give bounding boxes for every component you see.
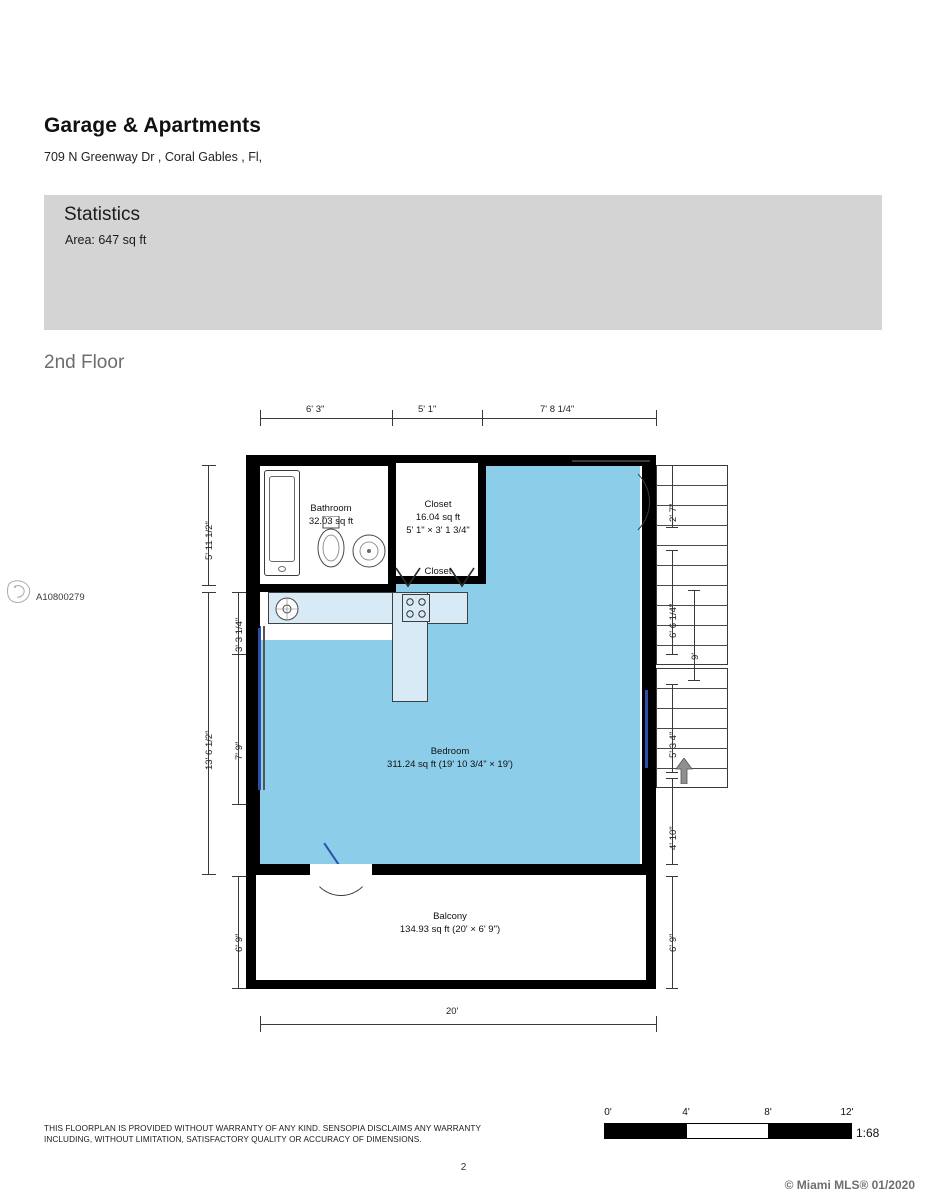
dim-tick (392, 410, 393, 426)
dim-tick (232, 654, 246, 655)
scale-tick-0: 0' (604, 1107, 612, 1118)
page-title: Garage & Apartments (44, 114, 262, 137)
wall-bathroom-bottom (246, 584, 396, 592)
dim-right-6-6: 6' 6 1/4" (668, 603, 679, 638)
window-right-jamb-top (642, 682, 656, 690)
dim-top-1: 6' 3" (306, 404, 325, 415)
dim-tick (666, 988, 678, 989)
floor-label: 2nd Floor (44, 352, 125, 373)
stair-step (656, 525, 728, 526)
window-right-jamb-bottom (642, 768, 656, 776)
stair-step (656, 605, 728, 606)
bathtub-drain (278, 566, 286, 572)
room-label-closet-second: Closet (424, 566, 452, 577)
stair-step (656, 565, 728, 566)
property-address: 709 N Greenway Dr , Coral Gables , Fl, (44, 150, 263, 164)
dim-line-right-c (694, 590, 695, 680)
balcony-bottom-rail (246, 980, 656, 989)
cooktop-appliance (402, 594, 430, 622)
stair-step (656, 625, 728, 626)
stair-step (656, 585, 728, 586)
stair-step (656, 645, 728, 646)
dim-tick (260, 410, 261, 426)
mls-id-watermark: A10800279 (36, 592, 85, 603)
room-label-balcony: Balcony 134.93 sq ft (20' × 6' 9") (399, 911, 501, 935)
scale-segment (768, 1123, 852, 1139)
scale-bar (604, 1107, 854, 1137)
dim-tick (666, 654, 678, 655)
dim-tick (482, 410, 483, 426)
statistics-area: Area: 647 sq ft (65, 233, 147, 247)
wall-bedroom-bottom (246, 864, 656, 875)
dim-tick (202, 592, 216, 593)
dim-right-9: 9' (690, 652, 701, 660)
dim-tick (666, 527, 678, 528)
mls-credit: © Miami MLS® 01/2020 (784, 1178, 915, 1192)
dim-tick (666, 778, 678, 779)
dim-tick (232, 804, 246, 805)
entry-door-leaf (572, 460, 650, 462)
window-left (258, 626, 261, 790)
dim-line-right-e (672, 778, 673, 864)
balcony-door-opening (310, 864, 372, 875)
dim-left-5-11: 5' 11 1/2" (204, 521, 215, 560)
dim-tick (202, 585, 216, 586)
dim-line-bottom (260, 1024, 656, 1025)
dim-right-5-3: 5' 3 4" (668, 731, 679, 758)
dim-tick (202, 465, 216, 466)
scale-tick-3: 12' (840, 1107, 854, 1118)
room-label-bathroom: Bathroom 32.03 sq ft (308, 503, 354, 527)
dim-line-right-b (672, 550, 673, 654)
entry-door-arc (570, 462, 650, 542)
dim-tick (202, 874, 216, 875)
room-label-closet: Closet 16.04 sq ft 5' 1" × 3' 1 3/4" (406, 499, 470, 536)
window-right (645, 690, 648, 768)
dim-top-3: 7' 8 1/4" (540, 404, 575, 415)
balcony-left-rail (246, 864, 256, 989)
statistics-heading: Statistics (64, 204, 141, 225)
dim-line-right-d (672, 684, 673, 772)
stair-step (656, 728, 728, 729)
statistics-panel (44, 195, 882, 330)
dim-left-7-9: 7' 9" (234, 741, 245, 760)
scale-ratio: 1:68 (856, 1126, 880, 1140)
dim-tick (666, 465, 678, 466)
wall-left-jog (246, 584, 268, 592)
dim-line-right-balcony (672, 876, 673, 988)
stair-step (656, 505, 728, 506)
scale-tick-2: 8' (764, 1107, 772, 1118)
dim-tick (666, 772, 678, 773)
dim-tick (666, 864, 678, 865)
dim-line-left-c (238, 654, 239, 804)
stair-step (656, 688, 728, 689)
dim-tick (232, 988, 246, 989)
dim-tick (232, 876, 246, 877)
dim-tick (232, 592, 246, 593)
scale-segment (604, 1123, 688, 1139)
dim-right-balcony: 6' 9" (668, 933, 679, 952)
dim-line-left-balcony (238, 876, 239, 988)
dim-tick (666, 684, 678, 685)
dim-left-3-3: 3' 3 1/4" (234, 617, 245, 652)
balcony-right-rail (646, 864, 656, 989)
dim-tick (666, 550, 678, 551)
scale-segment (686, 1123, 770, 1139)
dim-right-2-7: 2' 7" (668, 503, 679, 522)
disclaimer-text: THIS FLOORPLAN IS PROVIDED WITHOUT WARRANTY OF ANY KIND. SENSOPIA DISCLAIMS ANY WARRANTY INCLUDING, WITHOUT LIMITATION, SATISFACTORY QUALITY OR ACCURACY OF DIMENSIONS. (44, 1124, 481, 1144)
dim-left-balcony: 6' 9" (234, 933, 245, 952)
dim-tick (666, 876, 678, 877)
stairs-up-arrow-icon (675, 758, 693, 784)
stair-step (656, 708, 728, 709)
dim-line-top (260, 418, 656, 419)
stair-step (656, 748, 728, 749)
window-left-frame (263, 626, 265, 790)
page-number: 2 (460, 1162, 467, 1173)
dim-left-overall: 13' 6 1/2" (204, 730, 215, 770)
stair-step (656, 545, 728, 546)
dim-bottom-overall: 20' (446, 1006, 459, 1017)
window-left-jamb-top (246, 620, 260, 628)
dim-tick (688, 680, 700, 681)
dim-tick (260, 1016, 261, 1032)
kitchen-sink-fixture (274, 596, 300, 622)
scale-tick-1: 4' (682, 1107, 690, 1118)
bird-watermark-icon (6, 578, 36, 606)
dim-right-4-10: 4' 10" (668, 826, 679, 850)
dim-tick (656, 410, 657, 426)
dim-tick (656, 1016, 657, 1032)
window-left-jamb-bottom (246, 790, 260, 798)
dim-top-2: 5' 1" (418, 404, 437, 415)
stair-step (656, 485, 728, 486)
room-label-bedroom: Bedroom 311.24 sq ft (19' 10 3/4" × 19') (387, 746, 513, 770)
floorplan-drawing (180, 404, 760, 1060)
dim-tick (688, 590, 700, 591)
